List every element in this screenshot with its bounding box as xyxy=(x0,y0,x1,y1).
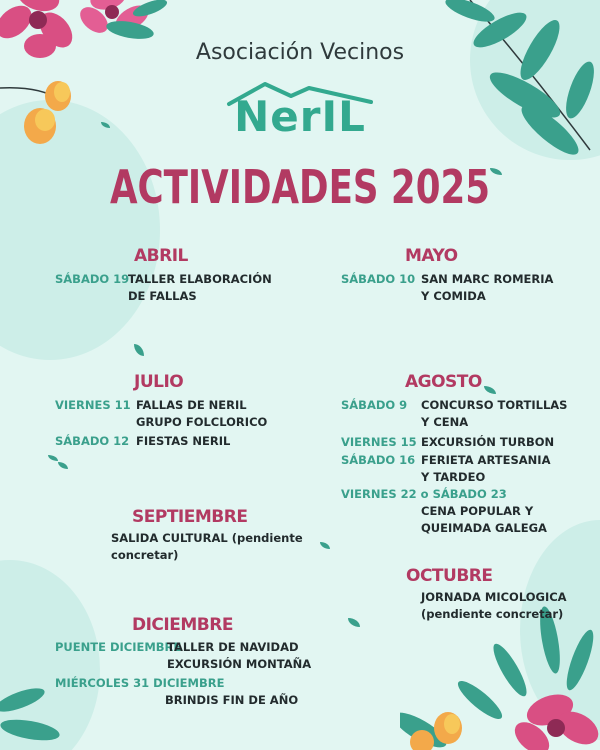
event-line: Y COMIDA xyxy=(421,289,486,303)
event-line: EXCURSIÓN MONTAÑA xyxy=(167,657,312,671)
event-activity xyxy=(421,271,553,305)
leaf-decoration-top-right xyxy=(430,0,600,170)
event-line: concretar) xyxy=(111,548,179,562)
month-septiembre: SEPTIEMBRE xyxy=(132,507,248,527)
event-date: SÁBADO 9 xyxy=(341,398,408,412)
page-title: ACTIVIDADES 2025 xyxy=(109,160,490,214)
leaf-decoration-bottom-left xyxy=(0,660,80,750)
month-octubre: OCTUBRE xyxy=(406,566,493,586)
event-line: Y CENA xyxy=(421,415,469,429)
leaf-icon xyxy=(48,455,58,461)
event-line: SALIDA CULTURAL (pendiente xyxy=(111,531,303,545)
event-date: MIÉRCOLES 31 DICIEMBRE xyxy=(55,676,225,690)
event-date: SÁBADO 12 xyxy=(55,434,130,448)
event-line: FALLAS DE NERIL xyxy=(136,398,247,412)
event-date: SÁBADO 16 xyxy=(341,453,416,467)
month-julio: JULIO xyxy=(134,372,184,392)
event-date: SÁBADO 10 xyxy=(341,272,416,286)
event-line: BRINDIS FIN DE AÑO xyxy=(165,693,299,707)
event-line: QUEIMADA GALEGA xyxy=(421,521,547,535)
month-diciembre: DICIEMBRE xyxy=(132,615,233,635)
event-date: VIERNES 15 xyxy=(341,435,417,449)
event-activity xyxy=(421,452,550,486)
event-activity xyxy=(421,589,567,623)
event-activity xyxy=(111,530,303,564)
event-activity xyxy=(165,692,298,709)
event-line: JORNADA MICOLOGICA xyxy=(421,590,567,604)
event-date: SÁBADO 19 xyxy=(55,272,130,286)
event-activity xyxy=(136,433,230,450)
leaf-icon xyxy=(484,386,496,394)
month-mayo: MAYO xyxy=(405,246,458,266)
leaf-icon xyxy=(320,542,330,549)
event-line: TALLER ELABORACIÓN xyxy=(128,272,272,286)
event-date: PUENTE DICIEMBRE xyxy=(55,640,182,654)
event-line: FIESTAS NERIL xyxy=(136,434,231,448)
leaf-icon xyxy=(58,462,68,469)
event-line: TALLER DE NAVIDAD xyxy=(167,640,299,654)
event-line: FERIETA ARTESANIA xyxy=(421,453,551,467)
event-line: DE FALLAS xyxy=(128,289,197,303)
month-agosto: AGOSTO xyxy=(405,372,482,392)
event-line: GRUPO FOLCLORICO xyxy=(136,415,268,429)
event-line: SAN MARC ROMERIA xyxy=(421,272,554,286)
leaf-icon xyxy=(348,618,360,627)
event-activity xyxy=(421,397,567,431)
event-line: CONCURSO TORTILLAS xyxy=(421,398,568,412)
event-activity xyxy=(421,503,547,537)
event-line: CENA POPULAR Y xyxy=(421,504,534,518)
event-date: VIERNES 22 o SÁBADO 23 xyxy=(341,487,507,501)
association-name: Asociación Vecinos xyxy=(195,40,405,65)
event-line: Y TARDEO xyxy=(421,470,486,484)
leaf-icon xyxy=(134,344,144,356)
event-activity xyxy=(167,639,311,673)
event-date: VIERNES 11 xyxy=(55,398,131,412)
event-line: EXCURSIÓN TURBON xyxy=(421,435,555,449)
event-activity xyxy=(421,434,554,451)
month-abril: ABRIL xyxy=(134,246,188,266)
event-line: (pendiente concretar) xyxy=(421,607,564,621)
event-activity xyxy=(128,271,272,305)
event-activity xyxy=(136,397,267,431)
logo-text: NerIL xyxy=(234,92,366,141)
